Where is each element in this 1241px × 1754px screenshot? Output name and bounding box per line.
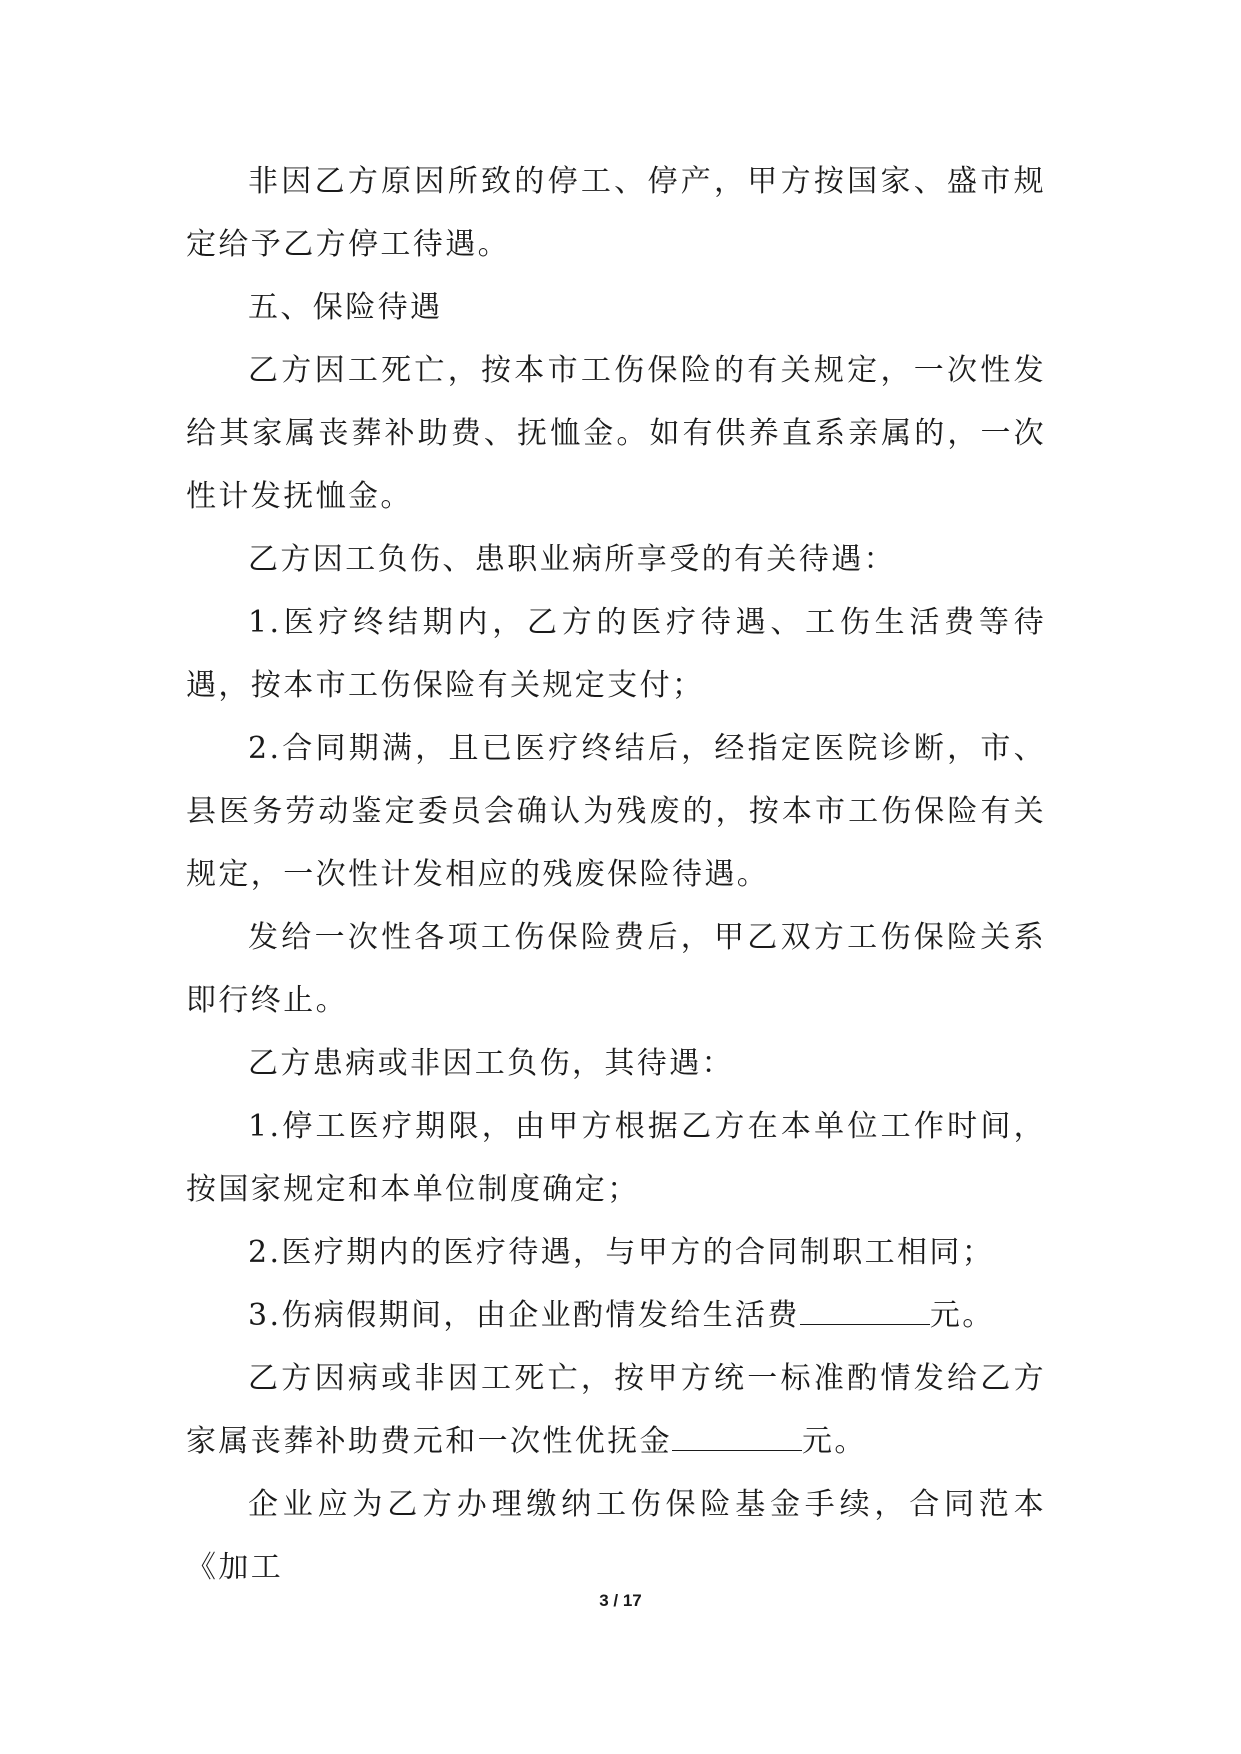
list-item: 1.医疗终结期内，乙方的医疗待遇、工伤生活费等待遇，按本市工伤保险有关规定支付； [186, 605, 1046, 703]
fill-in-blank [800, 1298, 930, 1325]
section-heading: 五、保险待遇 [248, 290, 443, 325]
list-item: 1.停工医疗期限，由甲方根据乙方在本单位工作时间，按国家规定和本单位制度确定； [186, 1109, 1046, 1207]
paragraph-text-before-blank: 3.伤病假期间，由企业酌情发给生活费 [248, 1298, 800, 1333]
paragraph: 企业应为乙方办理缴纳工伤保险基金手续，合同范本《加工 [186, 1487, 1046, 1585]
paragraph: 非因乙方原因所致的停工、停产，甲方按国家、盛市规定给予乙方停工待遇。 [186, 164, 1046, 262]
paragraph: 乙方因工负伤、患职业病所享受的有关待遇： [248, 542, 896, 577]
paragraph: 乙方因工死亡，按本市工伤保险的有关规定，一次性发给其家属丧葬补助费、抚恤金。如有供养直系亲属的，一次性计发抚恤金。 [186, 353, 1046, 514]
paragraph-text-after-blank: 元。 [802, 1424, 867, 1459]
list-item [186, 1284, 1046, 1347]
paragraph [186, 1347, 1046, 1473]
paragraph: 乙方患病或非因工负伤，其待遇： [248, 1046, 734, 1081]
paragraph-text-after-blank: 元。 [929, 1298, 995, 1333]
list-item: 2.医疗期内的医疗待遇，与甲方的合同制职工相同； [248, 1235, 995, 1270]
page-number: 3 / 17 [599, 1591, 642, 1610]
paragraph-text-before-blank: 乙方因病或非因工死亡，按甲方统一标准酌情发给乙方家属丧葬补助费元和一次性优抚金 [186, 1361, 1046, 1459]
paragraph: 发给一次性各项工伤保险费后，甲乙双方工伤保险关系即行终止。 [186, 920, 1046, 1018]
document-body [186, 150, 1046, 1599]
list-item: 2.合同期满，且已医疗终结后，经指定医院诊断，市、县医务劳动鉴定委员会确认为残废的，按本市工伤保险有关规定，一次性计发相应的残废保险待遇。 [186, 731, 1046, 892]
fill-in-blank [672, 1424, 802, 1451]
